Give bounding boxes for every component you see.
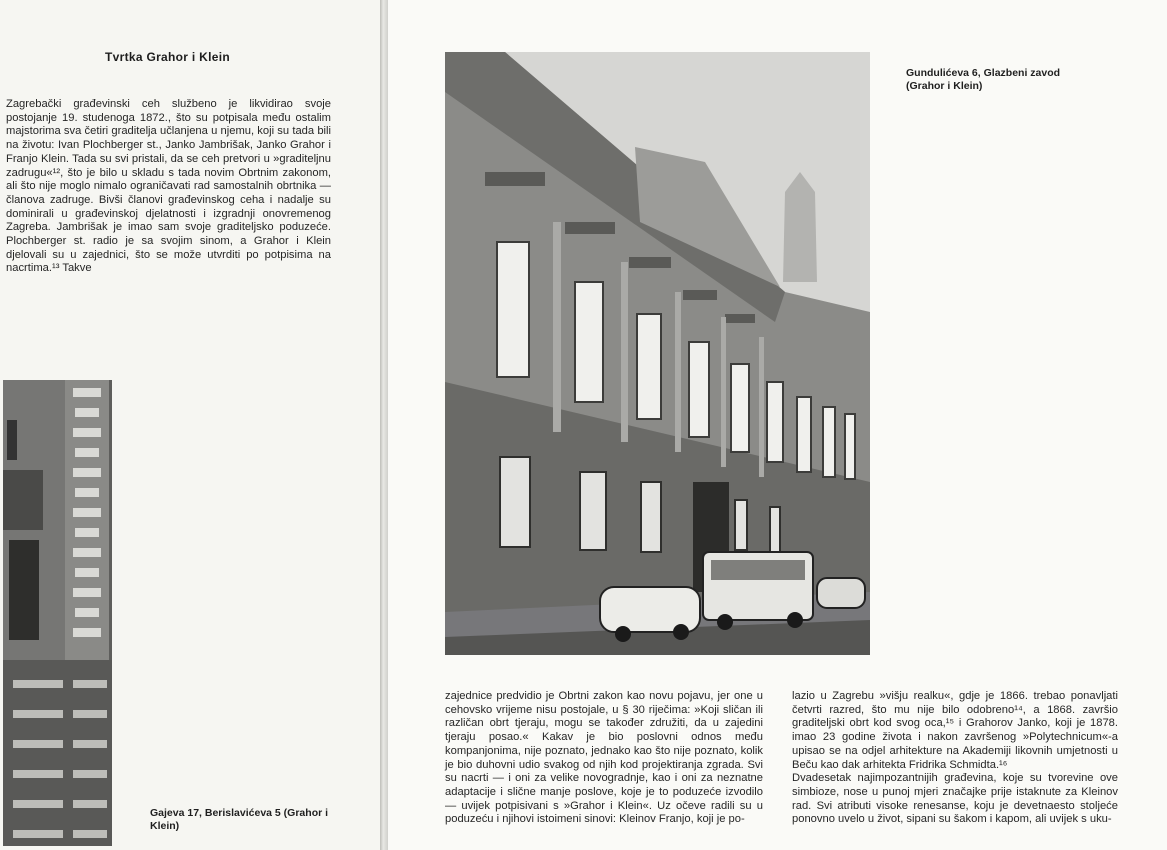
photo-caption-left: Gajeva 17, Berislavićeva 5 (Grahor i Klein): [150, 807, 329, 832]
intro-paragraph: Zagrebački građevinski ceh službeno je likvidirao svoje postojanje 19. studenoga 1872., što su potpisala među ostalim majstorima sva četiri graditelja učlanjena u njemu, koji su tada bili na životu: Ivan Plochberger st., Janko Jambrišak, Janko Grahor i Franjo Klein. Tada su svi pristali, da se ceh pretvori u »graditeljnu zadrugu«¹², što je bilo u skladu s tada novim Obrtnim zakonom, ali što nije moglo nimalo ograničavati rad samostalnih obrtnika — članova zadruge. Bivši članovi građevinskog ceha i nadalje su dominirali u građevinskoj djelatnosti i izgradnji onovremenog Zagreba. Jambrišak je imao sam svoje graditeljsko poduzeće. Plochberger st. radio je sa svojim sinom, a Grahor i Klein djelovali su u zajednici, što se može utvrditi po potpisima na nacrtima.¹³ Takve: [6, 98, 331, 275]
book-gutter: [380, 0, 388, 850]
photo-gajeva-building: [3, 380, 112, 846]
left-page: [0, 0, 383, 850]
gajeva-building-illustration: [3, 380, 112, 846]
photo-gunduliceva-building: [445, 52, 870, 655]
body-column-right: lazio u Zagrebu »višju realku«, gdje je 1866. trebao ponavljati četvrti razred, što mu nije bilo odobreno¹⁴, a 1868. završio graditeljski obrt kod svog oca,¹⁵ i Grahorov Janko, koji je 1878. imao 23 godine života i nakon završenog »Polytechnicum«-a upisao se na odjel arhitekture na Akademiji likovnih umjetnosti u Beču kao dak arhitekta Fridrika Schmidta.¹⁶ Dvadesetak najimpozantnijih građevina, koje su tvorevine ove simbioze, nose u punoj mjeri značajke prije istaknute za Kleinov rad. Svi atributi visoke renesanse, koju je devetnaesto stoljeće ponovno uvelo u život, sipani su šakom i kapom, ali uvijek s uku-: [792, 690, 1118, 826]
section-title: Tvrtka Grahor i Klein: [105, 50, 230, 64]
photo-caption-right: Gundulićeva 6, Glazbeni zavod (Grahor i Klein): [906, 67, 1061, 92]
body-column-left: zajednice predvidio je Obrtni zakon kao novu pojavu, jer one u cehovsko vrijeme nisu postojale, u § 30 riječima: »Koji sličan ili različan obrt tjeraju, mogu se također združiti, da u zajedini tjeraju posao.« Kakav je bio poslovni odnos među kompanjonima, nije poznato, jednako kao što nije poznato, kolik je bio duhovni udio svakog od njih kod projektiranja zgrada. Svi su nacrti — i oni za velike novogradnje, kao i oni za neznatne adaptacije i slične manje poslove, koje je to poduzeće izvodilo — uvijek potpisivani s »Grahor i Klein«. Uz očeve radili su u poduzeću i njihovi istoimeni sinovi: Kleinov Franjo, koji je po-: [445, 690, 763, 826]
gunduliceva-building-illustration: [445, 52, 870, 655]
